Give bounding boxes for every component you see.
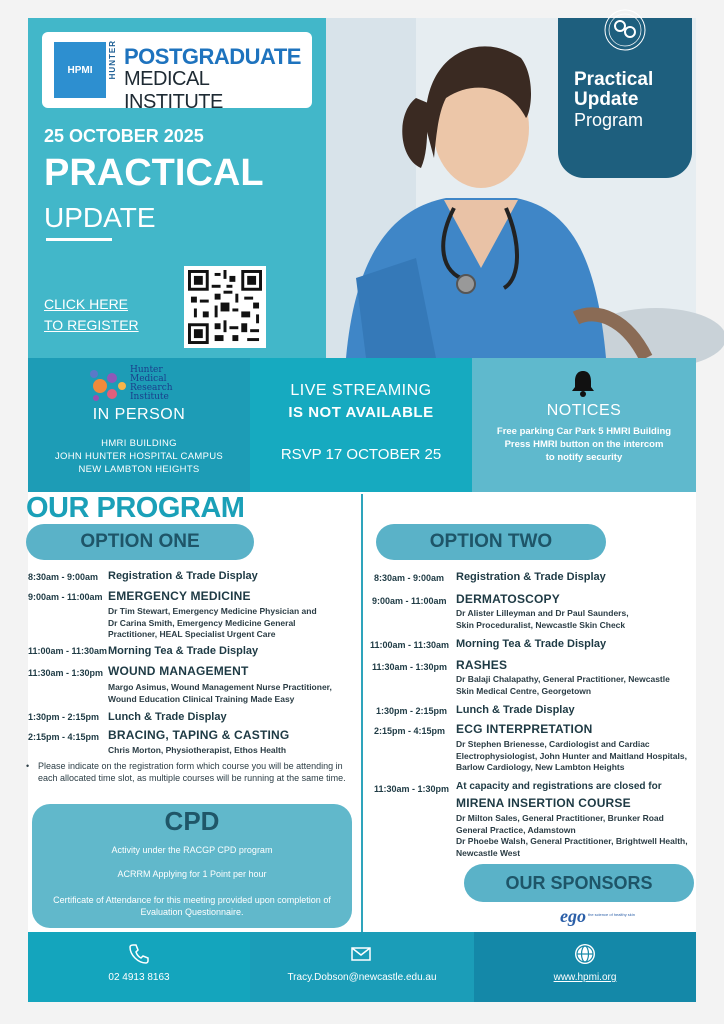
session-title: MIRENA INSERTION COURSE <box>456 796 631 810</box>
notices-heading: NOTICES <box>546 402 622 419</box>
presenter-line: Dr Milton Sales, General Practitioner, Brunker Road <box>456 813 664 823</box>
session-presenters <box>456 674 670 697</box>
badge-line2: Update <box>574 89 639 110</box>
presenter-line: Wound Education Clinical Training Made Easy <box>108 693 295 704</box>
session-time: 11:30am - 1:30pm <box>28 668 104 678</box>
cpd-line: Activity under the RACGP CPD program <box>111 845 273 855</box>
ego-tagline: the science of healthy skin <box>588 912 635 917</box>
session-presenters <box>456 739 687 774</box>
hmri-logo-text <box>130 366 173 402</box>
cpd-panel <box>32 804 352 928</box>
phone-icon <box>127 942 151 966</box>
phone-number: 02 4913 8163 <box>108 972 170 983</box>
presenter-line: Barlow Cardiology, New Lambton Heights <box>456 762 625 772</box>
presenter-line: Dr Tim Stewart, Emergency Medicine Physician and <box>108 606 317 616</box>
bell-icon <box>568 368 598 398</box>
hmri-word: Institute <box>130 392 169 402</box>
footer-phone[interactable] <box>28 932 250 1002</box>
hero-photo <box>326 18 696 358</box>
session-presenters <box>456 608 629 631</box>
session-time: 9:00am - 11:00am <box>28 592 103 602</box>
column-divider <box>361 494 363 932</box>
presenter-line: Dr Alister Lilleyman and Dr Paul Saunders, <box>456 608 629 618</box>
session-time: 2:15pm - 4:15pm <box>28 732 100 742</box>
presenter-line: Chris Morton, Physiotherapist, Ethos Health <box>108 745 287 755</box>
logo-line2: MEDICAL INSTITUTE <box>124 68 223 113</box>
event-date: 25 OCTOBER 2025 <box>44 126 204 146</box>
badge-line1: Practical <box>574 69 654 90</box>
session-time: 11:30am - 1:30pm <box>372 662 448 672</box>
notice-line: Free parking Car Park 5 HMRI Building <box>496 426 672 437</box>
in-person-panel <box>28 358 250 492</box>
presenter-line: Dr Phoebe Walsh, General Practitioner, Brightwell Health, <box>456 836 688 846</box>
option-one-pill: OPTION ONE <box>26 524 254 560</box>
hero-panel <box>28 18 326 358</box>
session-title: Registration & Trade Display <box>108 570 258 582</box>
session-time: 1:30pm - 2:15pm <box>28 712 100 722</box>
program-heading: OUR PROGRAM <box>26 492 245 524</box>
session-title: RASHES <box>456 658 508 672</box>
live-streaming-line2: IS NOT AVAILABLE <box>288 404 434 421</box>
session-title: Lunch & Trade Display <box>108 711 227 723</box>
qr-code-icon <box>188 270 262 344</box>
in-person-heading: IN PERSON <box>92 406 186 423</box>
presenter-line: Dr Balaji Chalapathy, General Practitioner, Newcastle <box>456 674 670 684</box>
website-link: www.hpmi.org <box>553 972 617 983</box>
presenter-line: General Practice, Adamstown <box>456 824 576 835</box>
logo-line1: POSTGRADUATE <box>124 44 301 69</box>
rsvp-date: RSVP 17 OCTOBER 25 <box>280 446 442 463</box>
session-presenters <box>108 745 286 757</box>
session-title: BRACING, TAPING & CASTING <box>108 728 290 742</box>
notice-line: to notify security <box>545 452 623 463</box>
live-streaming-line1: LIVE STREAMING <box>290 382 432 399</box>
session-time: 8:30am - 9:00am <box>374 573 445 583</box>
session-time: 8:30am - 9:00am <box>28 572 99 582</box>
option-two-pill: OPTION TWO <box>376 524 606 560</box>
hpmi-logo <box>42 32 312 113</box>
cpd-line: Certificate of Attendance for this meeting provided upon completion of Evaluation Questionnaire. <box>53 895 331 917</box>
presenter-line: Dr Carina Smith, Emergency Medicine General <box>108 617 296 628</box>
session-title: DERMATOSCOPY <box>456 592 560 606</box>
register-link[interactable] <box>44 294 154 336</box>
qr-code[interactable] <box>184 266 266 348</box>
flyer-page <box>28 18 696 1002</box>
session-time: 11:30am - 1:30pm <box>374 784 450 794</box>
session-title: Morning Tea & Trade Display <box>108 645 259 657</box>
email-address: Tracy.Dobson@newcastle.edu.au <box>287 972 437 983</box>
globe-icon <box>573 942 597 966</box>
hmri-word: Hunter <box>130 365 163 375</box>
address-line: JOHN HUNTER HOSPITAL CAMPUS <box>54 451 224 462</box>
logo-hunter-text: HUNTER <box>108 40 117 80</box>
ego-sponsor-logo <box>558 904 635 930</box>
cpd-line: ACRRM Applying for 1 Point per hour <box>117 869 267 879</box>
session-presenters <box>108 682 332 705</box>
address-line: HMRI BUILDING <box>101 438 177 449</box>
hmri-word: Research <box>130 383 173 393</box>
event-subtitle: UPDATE <box>44 202 156 233</box>
live-streaming-panel <box>250 358 472 492</box>
session-title: Morning Tea & Trade Display <box>456 638 607 650</box>
presenter-line: Electrophysiologist, John Hunter and Maitland Hospitals, <box>456 750 687 761</box>
session-time: 11:00am - 11:30am <box>370 640 450 650</box>
notices-text <box>472 425 696 464</box>
session-time: 1:30pm - 2:15pm <box>376 706 448 716</box>
mail-icon <box>349 942 373 966</box>
ego-wordmark: ego <box>560 906 586 926</box>
register-line2: TO REGISTER <box>44 317 139 333</box>
footer-website[interactable] <box>474 932 696 1002</box>
register-line1: CLICK HERE <box>44 296 129 312</box>
badge-line3: Program <box>574 110 644 130</box>
footer-email[interactable] <box>250 932 474 1002</box>
session-title: Lunch & Trade Display <box>456 704 575 716</box>
session-title: ECG INTERPRETATION <box>456 722 593 736</box>
presenter-line: Newcastle West <box>456 847 521 858</box>
title-underline <box>46 238 112 241</box>
presenter-line: Dr Stephen Brienesse, Cardiologist and Cardiac <box>456 739 650 749</box>
address-line: NEW LAMBTON HEIGHTS <box>78 464 200 475</box>
session-time: 2:15pm - 4:15pm <box>374 726 446 736</box>
notices-panel <box>472 358 696 492</box>
cpd-heading: CPD <box>164 806 220 836</box>
registration-note: • Please indicate on the registration form which course you will be attending in each allocated time slot, as multiple courses will be running at the same time. <box>30 760 356 784</box>
notice-line: Press HMRI button on the intercom <box>504 439 664 450</box>
program-logo-icon <box>600 20 650 56</box>
presenter-line: Skin Medical Centre, Georgetown <box>456 685 592 696</box>
hpmi-logo-mark: HPMI <box>54 42 106 98</box>
sponsors-pill: OUR SPONSORS <box>464 864 694 902</box>
event-title: PRACTICAL <box>44 152 264 194</box>
venue-address <box>28 437 250 476</box>
session-title: Registration & Trade Display <box>456 571 606 583</box>
presenter-line: Margo Asimus, Wound Management Nurse Practitioner, <box>108 682 332 692</box>
presenter-line: Practitioner, HEAL Specialist Urgent Care <box>108 629 276 639</box>
session-time: 9:00am - 11:00am <box>372 596 447 606</box>
hmri-word: Medical <box>130 374 167 384</box>
session-status: At capacity and registrations are closed for <box>456 781 662 792</box>
session-presenters <box>456 813 688 859</box>
session-title: EMERGENCY MEDICINE <box>108 589 251 603</box>
session-time: 11:00am - 11:30am <box>28 646 108 656</box>
session-presenters <box>108 606 317 641</box>
session-title: WOUND MANAGEMENT <box>108 664 249 678</box>
presenter-line: Skin Proceduralist, Newcastle Skin Check <box>456 619 626 630</box>
practical-update-badge <box>558 18 692 178</box>
